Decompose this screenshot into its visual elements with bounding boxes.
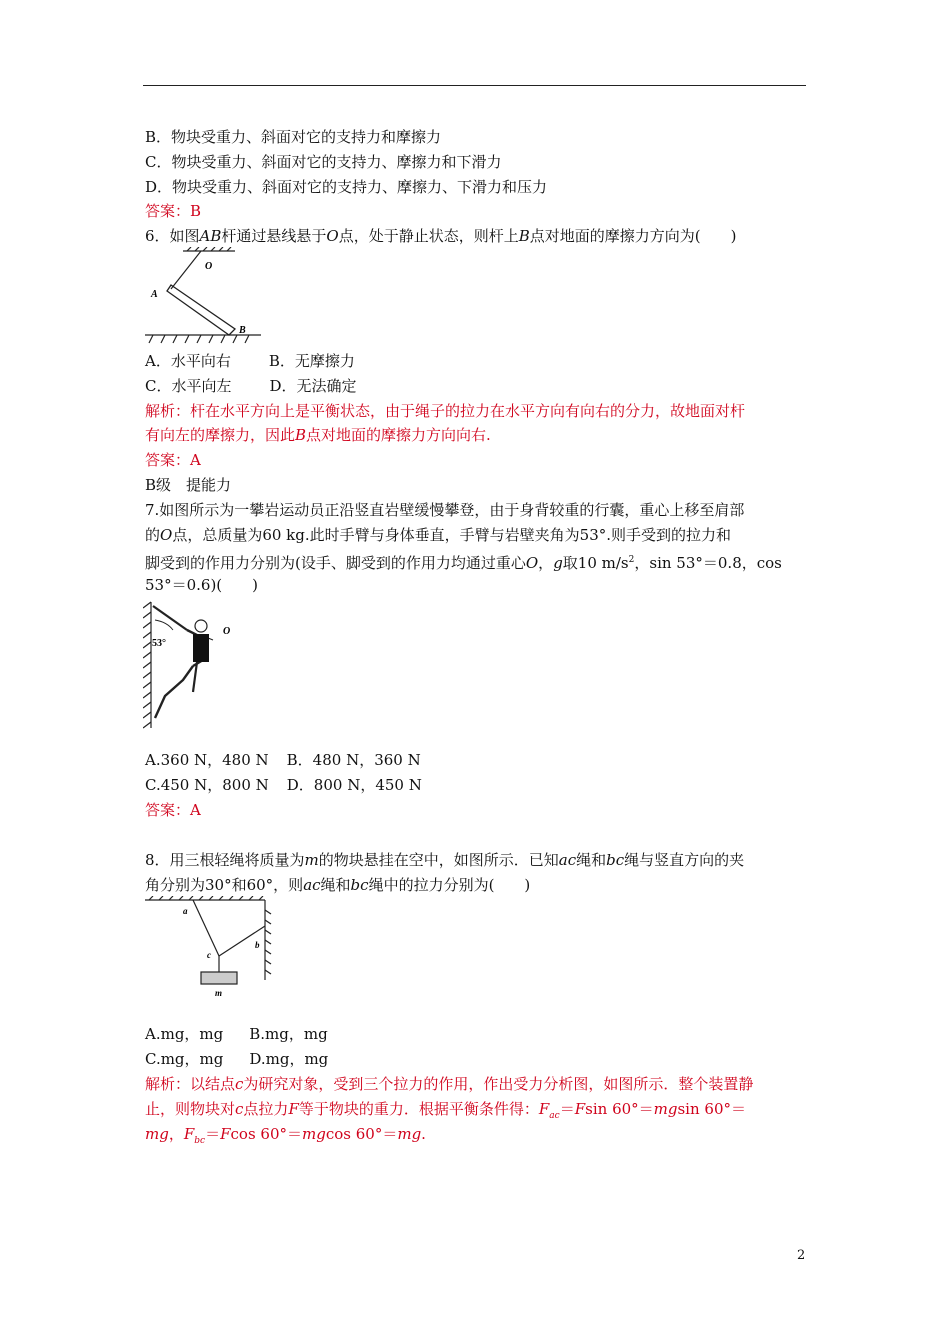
q8-rope-figure xyxy=(143,896,273,1001)
q7-fig-angle: 53° xyxy=(152,638,166,649)
q7-fig-o: O xyxy=(223,626,231,637)
q6-options-ab: A．水平向右 B．无摩擦力 xyxy=(145,352,355,370)
q7-stem-2: 的O点，总质量为60 kg.此时手臂与身体垂直，手臂与岩壁夹角为53°.则手受到的拉力和 xyxy=(145,526,732,544)
header-rule xyxy=(143,85,806,86)
q7-stem-1: 7.如图所示为一攀岩运动员正沿竖直岩壁缓慢攀登，由于身背较重的行囊，重心上移至肩部 xyxy=(145,501,745,519)
q6-analysis-2: 有向左的摩擦力，因此B点对地面的摩擦力方向向右. xyxy=(145,426,491,444)
q5-option-b: B．物块受重力、斜面对它的支持力和摩擦力 xyxy=(145,128,442,146)
q5-answer: 答案：B xyxy=(145,202,202,220)
q8-analysis-1: 解析：以结点c为研究对象，受到三个拉力的作用，作出受力分析图，如图所示．整个装置静 xyxy=(145,1075,754,1093)
q7-stem-3: 脚受到的作用力分别为(设手、脚受到的作用力均通过重心O，g取10 $m/s^2$，sin 53°＝0.8，cos xyxy=(145,554,782,572)
section-b-heading: B级 提能力 xyxy=(145,476,232,494)
q8-options-cd: C.mg，mg D.mg，mg xyxy=(145,1050,329,1068)
q6-stem: 6．如图AB杆通过悬线悬于O点，处于静止状态，则杆上B点对地面的摩擦力方向为( ) xyxy=(145,227,737,245)
q5-option-d: D．物块受重力、斜面对它的支持力、摩擦力、下滑力和压力 xyxy=(145,178,548,196)
q7-climber-figure xyxy=(143,600,243,730)
q7-options-ab: A.360 N，480 N B．480 N，360 N xyxy=(145,751,421,769)
q6-answer: 答案：A xyxy=(145,451,201,469)
q6-rod-figure xyxy=(143,247,263,345)
q7-answer: 答案：A xyxy=(145,801,201,819)
q7-options-cd: C.450 N，800 N D．800 N，450 N xyxy=(145,776,422,794)
q6-fig-label-a: A xyxy=(151,289,158,300)
q6-analysis-1: 解析：杆在水平方向上是平衡状态，由于绳子的拉力在水平方向有向右的分力，故地面对杆 xyxy=(145,402,746,420)
q8-stem-1: 8．用三根轻绳将质量为m的物块悬挂在空中，如图所示．已知ac绳和bc绳与竖直方向的夹 xyxy=(145,851,745,869)
q8-stem-2: 角分别为30°和60°，则ac绳和bc绳中的拉力分别为( ) xyxy=(145,876,531,894)
q7-stem-4: 53°＝0.6)( ) xyxy=(145,576,258,594)
q6-fig-label-b: B xyxy=(239,325,246,336)
q8-analysis-2: 止，则物块对c点拉力F等于物块的重力．根据平衡条件得：$F_{ac}=Fsin$ 60°＝mgsin 60°＝ xyxy=(145,1100,746,1121)
page-number: 2 xyxy=(797,1248,806,1263)
q8-fig-c: c xyxy=(207,950,211,960)
q8-fig-m: m xyxy=(215,988,223,998)
q8-fig-a: a xyxy=(183,906,188,916)
q5-option-c: C．物块受重力、斜面对它的支持力、摩擦力和下滑力 xyxy=(145,153,502,171)
q8-analysis-3: mg，$F_{bc}=Fcos$ 60°＝mgcos 60°＝mg. xyxy=(145,1125,426,1146)
q6-options-cd: C．水平向左 D．无法确定 xyxy=(145,377,357,395)
q8-fig-b: b xyxy=(255,940,260,950)
q6-fig-label-o: O xyxy=(205,261,213,272)
q8-options-ab: A.mg，mg B.mg，mg xyxy=(145,1025,328,1043)
